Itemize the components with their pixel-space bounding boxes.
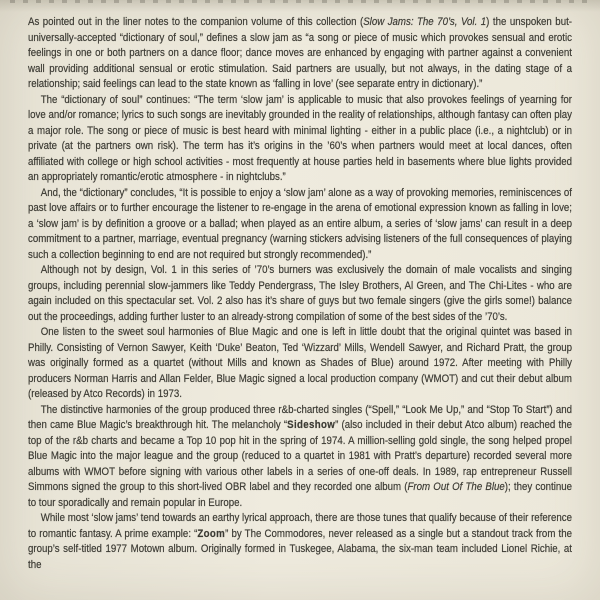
italic-album-title: Slow Jams: The 70’s, Vol. 1 <box>363 16 487 28</box>
liner-notes-text <box>28 15 572 573</box>
italic-album-title: From Out Of The Blue <box>407 481 505 493</box>
paragraph <box>28 403 572 512</box>
text-segment: ” by The Commodores, never released as a single but a standout track from the group’s self-titled 1977 Motown album. Originally formed in Tuskegee, Alabama, the six-man team included Lionel Richie, at the <box>28 527 572 571</box>
text-segment: As pointed out in the liner notes to the companion volume of this collection ( <box>28 16 364 28</box>
text-segment: And, the “dictionary” concludes, “It is possible to enjoy a ‘slow jam’ alone as a way of provoking memories, reminiscences of past love affairs or to further encourage the listener to re-engage in the arena of emotional expression known as falling in love; a ‘slow jam’ is by definition a groove or a ballad; when played as an entire album, a series of ‘slow jams’ can result in a deep commitment to a partner, marriage, eventual pregnancy (warning stickers advising listeners of the full consequences of playing such a collection beginning to end are not required but strongly recommended).” <box>28 186 572 261</box>
paragraph <box>28 186 572 264</box>
text-segment: ) the unspoken but-universally-accepted “dictionary of soul,” defines a slow jam as “a song or piece of music which provokes sensual and erotic feelings in one or both partners on a dance floor; dance moves are enhanced by engaging with partner against a convenient wall providing additional sensual or erotic stimulation. Said partners are usually, but not always, in the dating stage of a relationship; said feelings can lead to the state known as ‘falling in love’ (see separate entry in dictionary).” <box>28 16 572 90</box>
bold-song-title: Zoom <box>197 527 226 540</box>
text-segment: ” (also included in their debut Atco album) reached the top of the r&b charts and became a Top 10 pop hit in the spring of 1974. A million-selling gold single, the song helped propel Blue Magic into the major league and the group (reduced to a quartet in 1981 with Pratt’s departure) recorded several more albums with WMOT before signing with various other labels in a series of one-off deals. In 1989, rap entrepreneur Russell Simmons signed the group to this short-lived OBR label and they recorded one album ( <box>28 419 572 493</box>
text-segment: One listen to the sweet soul harmonies of Blue Magic and one is left in little doubt that the original quintet was based in Philly. Consisting of Vernon Sawyer, Keith ‘Duke’ Beaton, Ted ‘Wizzard’ Mills, Wendell Sawyer, and Richard Pratt, the group was originally formed as a quartet (without Mills and known as Shades of Blue) around 1972. After meeting with Philly producers Norman Harris and Allan Felder, Blue Magic signed a local production company (WMOT) and cut their debut album (released by Atco Records) in 1973. <box>28 326 572 400</box>
text-segment: Although not by design, Vol. 1 in this series of ’70’s burners was exclusively the domain of male vocalists and singing groups, including perennial slow-jammers like Teddy Pendergrass, The Isley Brothers, Al Green, and The Chi-Lites - who are again included on this spectacular set. Vol. 2 also has it’s share of guys but two female singers (give the girls some!) balance out the proceedings, adding further luster to an already-strong compilation of some of the best sides of the ’70’s. <box>28 264 572 323</box>
paragraph <box>28 93 572 186</box>
paragraph <box>28 511 572 573</box>
text-segment: ); they continue to tour sporadically and remain popular in Europe. <box>28 481 572 509</box>
text-segment: While most ‘slow jams’ tend towards an earthy lyrical approach, there are those tunes that qualify because of their reference to romantic fantasy. A prime example: “ <box>28 512 572 540</box>
text-segment: The “dictionary of soul” continues: “The term ‘slow jam’ is applicable to music that also provokes feelings of yearning for love and/or romance; lyrics to such songs are inevitably grounded in the reality of relationships, although fantasy can often play a major role. The song or piece of music is best heard with minimal lighting - either in a public place (i.e., a nightclub) or in private (at the partners own risk). The term has it’s origins in the ’60’s when partners would meet at local dances, often affiliated with college or high school activities - most frequently at house parties held in basements where blue lights provided an appropriately romantic/erotic atmosphere - in nightclubs.” <box>28 93 572 183</box>
paragraph <box>28 263 572 325</box>
text-segment: The distinctive harmonies of the group produced three r&b-charted singles (“Spell,” “Look Me Up,” and “Stop To Start”) and then came Blue Magic’s breakthrough hit. The melancholy “ <box>28 403 572 431</box>
paragraph <box>28 325 572 403</box>
bold-song-title: Sideshow <box>287 419 336 431</box>
paragraph <box>28 15 572 93</box>
cropped-text-scan-edge <box>10 0 590 3</box>
